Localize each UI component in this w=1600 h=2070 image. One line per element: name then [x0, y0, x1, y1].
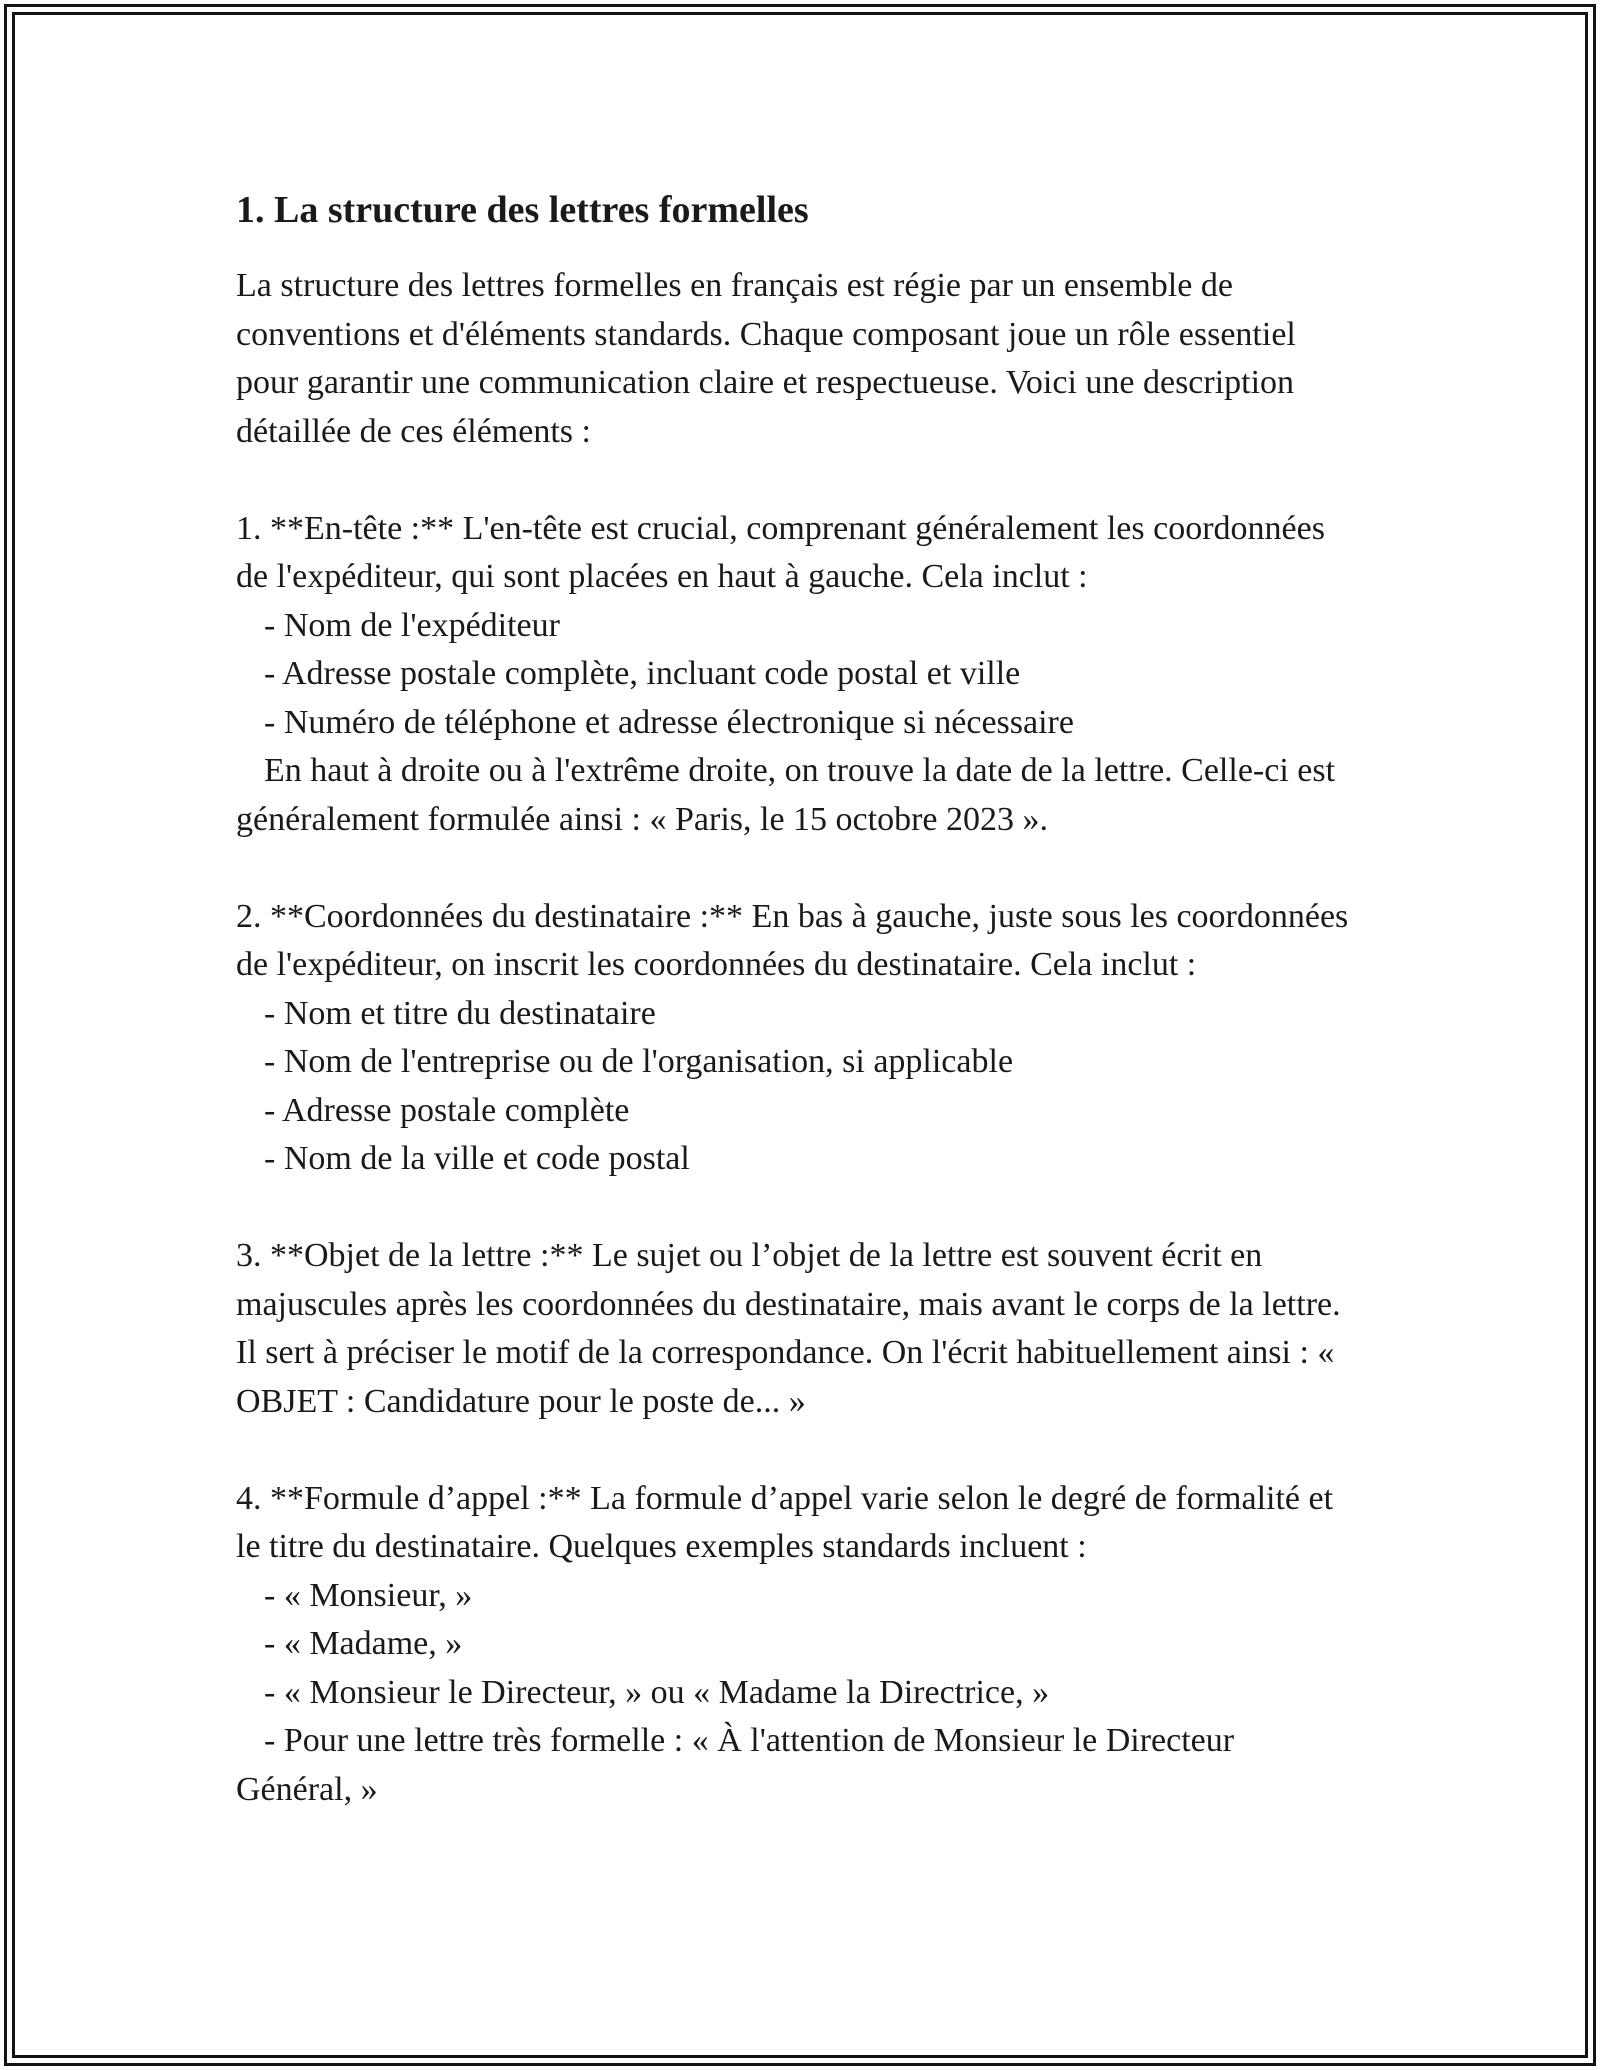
list-item: - Numéro de téléphone et adresse électronique si nécessaire — [264, 703, 1074, 741]
list-item: - Pour une lettre très formelle : « À l'attention de Monsieur le Directeur Général, » — [236, 1722, 1235, 1808]
section-lead: 3. **Objet de la lettre :** Le sujet ou l’objet de la lettre est souvent écrit en majuscules après les coordonnées du destinataire, mais avant le corps de la lettre. Il sert à préciser le motif de la correspondance. On l'écrit habituellement ainsi : « OBJET : Candidature pour le poste de... » — [236, 1237, 1341, 1420]
section-en-tete — [236, 505, 1356, 845]
list-item: - Adresse postale complète — [264, 1091, 630, 1129]
section-lead: 1. **En-tête :** L'en-tête est crucial, comprenant généralement les coordonnées de l'expéditeur, qui sont placées en haut à gauche. Cela inclut : — [236, 509, 1325, 595]
intro-paragraph: La structure des lettres formelles en français est régie par un ensemble de conventions et d'éléments standards. Chaque composant joue un rôle essentiel pour garantir une communication claire et respectueuse. Voici une description détaillée de ces éléments : — [236, 267, 1296, 450]
section-formule-appel — [236, 1475, 1356, 1815]
paragraph-gap — [236, 456, 1356, 505]
list-item: - Adresse postale complète, incluant code postal et ville — [264, 655, 1021, 692]
paragraph-gap — [236, 1426, 1356, 1475]
paragraph-gap — [236, 844, 1356, 893]
section-lead: 2. **Coordonnées du destinataire :** En bas à gauche, juste sous les coordonnées de l'expéditeur, on inscrit les coordonnées du destinataire. Cela inclut : — [236, 897, 1349, 983]
list-item: - Nom de l'entreprise ou de l'organisation, si applicable — [264, 1043, 1014, 1080]
list-item: - « Monsieur, » — [264, 1576, 473, 1614]
list-item: - Nom et titre du destinataire — [264, 994, 656, 1032]
section-heading: 1. La structure des lettres formelles — [236, 189, 809, 231]
list-item: - « Monsieur le Directeur, » ou « Madame la Directrice, » — [264, 1673, 1050, 1711]
paragraph-gap — [236, 1184, 1356, 1233]
section-coordonnees-destinataire — [236, 893, 1356, 1184]
section-lead: 4. **Formule d’appel :** La formule d’appel varie selon le degré de formalité et le titre du destinataire. Quelques exemples standards incluent : — [236, 1479, 1334, 1565]
document-body — [236, 186, 1356, 1814]
list-item: - Nom de l'expéditeur — [264, 606, 560, 644]
section-followup: En haut à droite ou à l'extrême droite, on trouve la date de la lettre. Celle-ci est généralement formulée ainsi : « Paris, le 15 octobre 2023 ». — [236, 752, 1336, 838]
section-objet — [236, 1232, 1356, 1426]
list-item: - « Madame, » — [264, 1625, 463, 1662]
list-item: - Nom de la ville et code postal — [264, 1140, 690, 1177]
